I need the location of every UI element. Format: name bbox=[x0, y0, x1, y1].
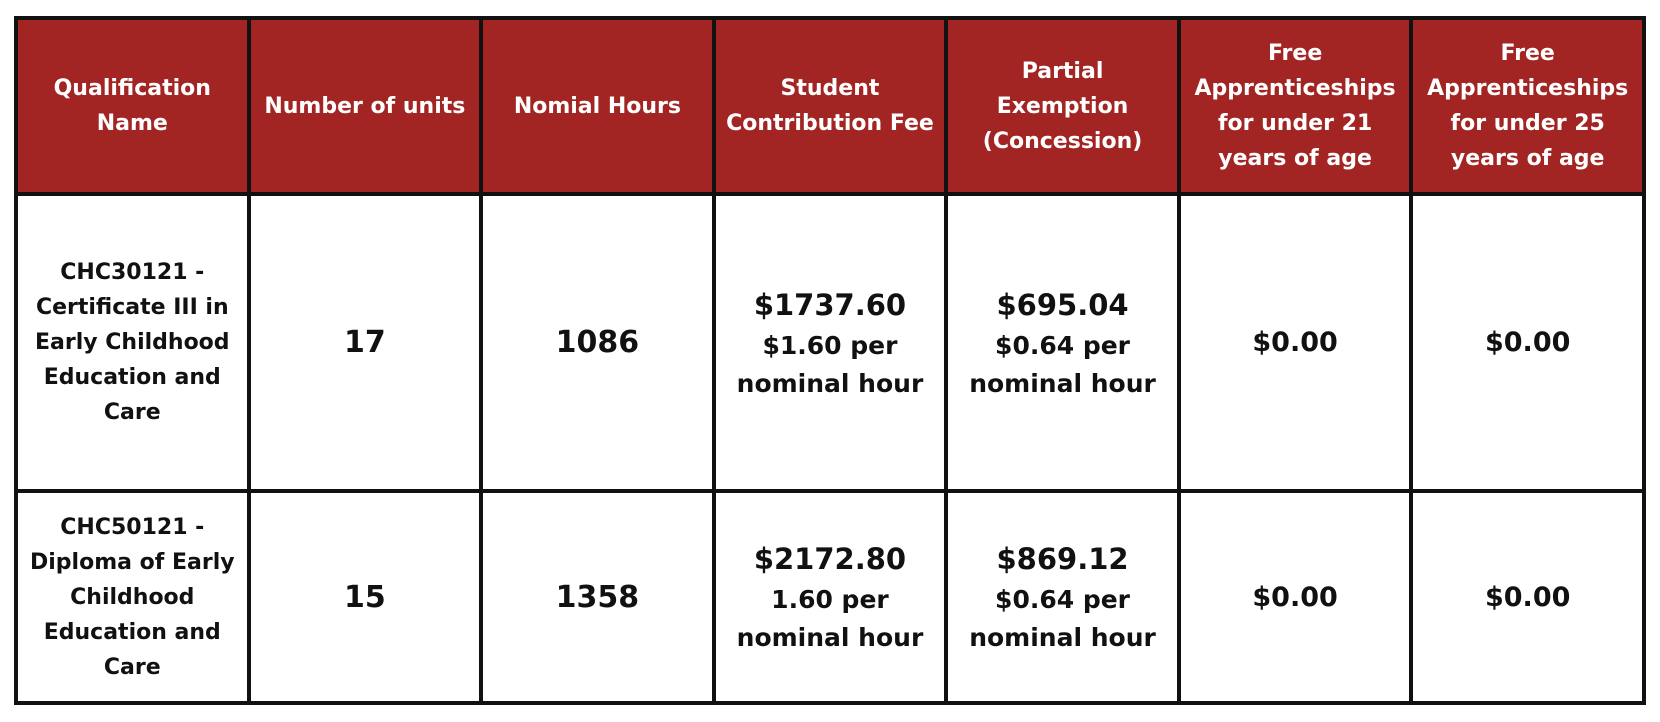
header-nominal-hours: Nomial Hours bbox=[481, 18, 714, 194]
nominal-hours-cell: 1358 bbox=[481, 491, 714, 703]
header-row bbox=[16, 18, 1644, 194]
header-qualification-name: Qualification Name bbox=[16, 18, 249, 194]
student-fee-rate: 1.60 per nominal hour bbox=[736, 585, 924, 652]
number-of-units-cell: 17 bbox=[249, 194, 482, 491]
qualification-name-cell: CHC30121 - Certificate III in Early Childhood Education and Care bbox=[16, 194, 249, 491]
free-apprenticeship-under-25-cell: $0.00 bbox=[1411, 194, 1644, 491]
free-apprenticeship-under-21-cell: $0.00 bbox=[1179, 491, 1412, 703]
header-free-apprenticeships-under-21: Free Apprenticeships for under 21 years of age bbox=[1179, 18, 1412, 194]
free-apprenticeship-under-21-cell: $0.00 bbox=[1179, 194, 1412, 491]
nominal-hours-cell: 1086 bbox=[481, 194, 714, 491]
header-partial-exemption: Partial Exemption (Concession) bbox=[946, 18, 1179, 194]
header-number-of-units: Number of units bbox=[249, 18, 482, 194]
student-fee-rate: $1.60 per nominal hour bbox=[736, 330, 924, 398]
header-free-apprenticeships-under-25: Free Apprenticeships for under 25 years of age bbox=[1411, 18, 1644, 194]
table-row bbox=[16, 194, 1644, 491]
student-fee-amount: $1737.60 bbox=[753, 287, 907, 322]
header-student-contribution-fee: Student Contribution Fee bbox=[714, 18, 947, 194]
concession-fee-rate: $0.64 per nominal hour bbox=[969, 585, 1156, 652]
concession-fee-amount: $695.04 bbox=[996, 287, 1129, 322]
partial-exemption-cell bbox=[946, 194, 1179, 491]
partial-exemption-cell bbox=[946, 491, 1179, 703]
fee-table bbox=[14, 16, 1646, 705]
student-fee-amount: $2172.80 bbox=[753, 542, 907, 576]
free-apprenticeship-under-25-cell: $0.00 bbox=[1411, 491, 1644, 703]
concession-fee-amount: $869.12 bbox=[996, 542, 1129, 576]
student-contribution-fee-cell bbox=[714, 491, 947, 703]
qualification-name-cell: CHC50121 - Diploma of Early Childhood Education and Care bbox=[16, 491, 249, 703]
number-of-units-cell: 15 bbox=[249, 491, 482, 703]
student-contribution-fee-cell bbox=[714, 194, 947, 491]
table-row bbox=[16, 491, 1644, 703]
concession-fee-rate: $0.64 per nominal hour bbox=[969, 330, 1156, 398]
